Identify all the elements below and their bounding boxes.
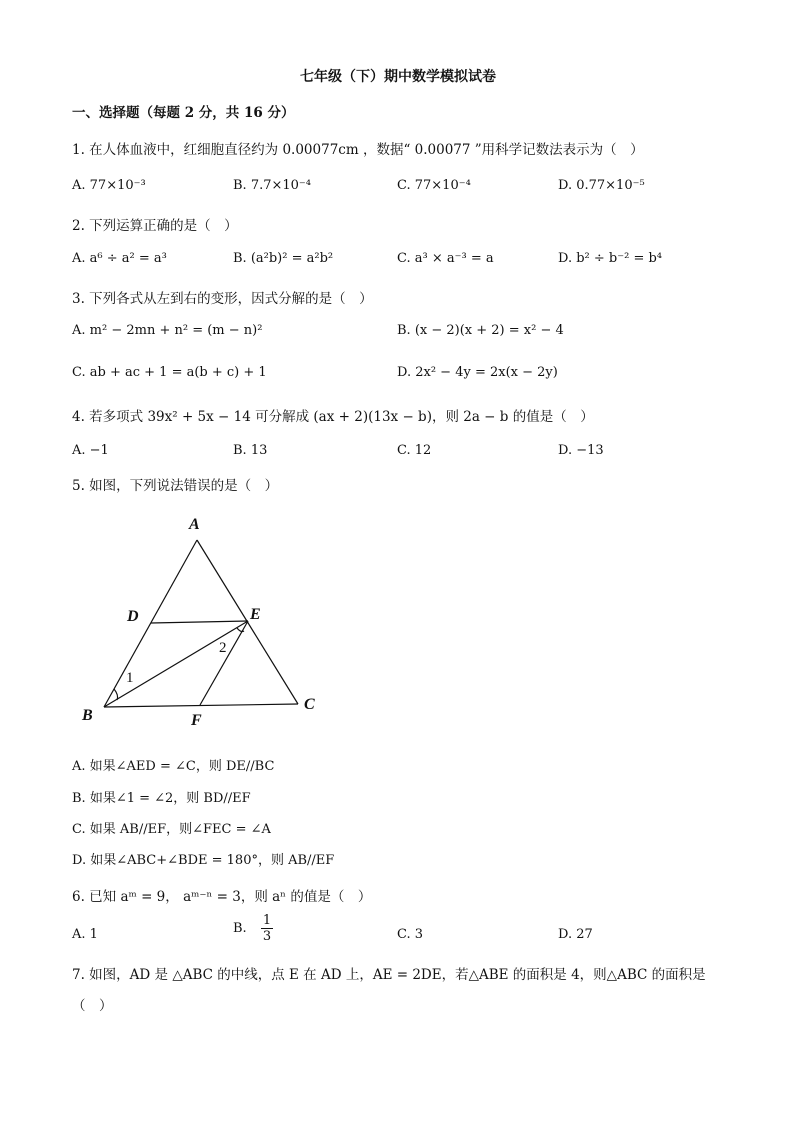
question-7-stem-continued: （ ）: [72, 998, 113, 1014]
q4-option-c[interactable]: C. 12: [397, 443, 432, 458]
segment-ab: [104, 540, 197, 707]
q2-option-b[interactable]: B. (a²b)² = a²b²: [233, 251, 334, 266]
q4-option-b[interactable]: B. 13: [233, 443, 268, 458]
geometry-figure: [70, 505, 340, 735]
question-4-stem: 4. 若多项式 39x² + 5x − 14 可分解成 (ax + 2)(13x − b)，则 2a − b 的值是（ ）: [72, 409, 594, 425]
q5-option-c[interactable]: C. 如果 AB//EF，则∠FEC = ∠A: [72, 822, 271, 837]
q5-option-a[interactable]: A. 如果∠AED = ∠C，则 DE//BC: [72, 759, 275, 774]
label-a: A: [189, 516, 200, 533]
q3-option-d[interactable]: D. 2x² − 4y = 2x(x − 2y): [397, 365, 558, 380]
q2-option-a[interactable]: A. a⁶ ÷ a² = a³: [72, 251, 167, 266]
segment-ef: [200, 621, 248, 705]
q1-option-b[interactable]: B. 7.7×10⁻⁴: [233, 178, 311, 193]
q6-option-b-label: B.: [233, 921, 247, 936]
question-7-stem: 7. 如图，AD 是 △ABC 的中线，点 E 在 AD 上，AE = 2DE，若△ABE 的面积是 4，则△ABC 的面积是: [72, 967, 706, 983]
label-angle-2: 2: [219, 640, 227, 656]
q1-option-d[interactable]: D. 0.77×10⁻⁵: [558, 178, 645, 193]
label-e: E: [250, 606, 261, 623]
fraction-denominator: 3: [262, 929, 272, 944]
q5-option-d[interactable]: D. 如果∠ABC+∠BDE = 180°，则 AB//EF: [72, 853, 335, 868]
q2-option-d[interactable]: D. b² ÷ b⁻² = b⁴: [558, 251, 662, 266]
q3-option-a[interactable]: A. m² − 2mn + n² = (m − n)²: [72, 323, 263, 338]
label-f: F: [191, 712, 202, 729]
q3-option-c[interactable]: C. ab + ac + 1 = a(b + c) + 1: [72, 365, 267, 380]
question-3-stem: 3. 下列各式从左到右的变形，因式分解的是（ ）: [72, 291, 373, 307]
question-2-stem: 2. 下列运算正确的是（ ）: [72, 218, 238, 234]
q4-option-a[interactable]: A. −1: [72, 443, 109, 458]
q6-option-d[interactable]: D. 27: [558, 927, 593, 942]
q5-option-b[interactable]: B. 如果∠1 = ∠2，则 BD//EF: [72, 791, 251, 806]
q4-option-d[interactable]: D. −13: [558, 443, 604, 458]
label-d: D: [127, 608, 139, 625]
segment-de: [151, 621, 248, 623]
segment-be: [104, 621, 248, 707]
q2-option-c[interactable]: C. a³ × a⁻³ = a: [397, 251, 494, 266]
page-title: 七年级（下）期中数学模拟试卷: [300, 69, 496, 85]
section-heading: 一、选择题（每题 2 分，共 16 分）: [72, 105, 295, 121]
q6-option-b[interactable]: [233, 913, 273, 944]
label-angle-1: 1: [126, 670, 134, 686]
fraction-one-third: [261, 913, 273, 944]
question-5-stem: 5. 如图，下列说法错误的是（ ）: [72, 478, 279, 494]
q6-option-a[interactable]: A. 1: [72, 927, 98, 942]
question-1-stem: 1. 在人体血液中，红细胞直径约为 0.00077cm ，数据“ 0.00077 ”用科学记数法表示为（ ）: [72, 142, 644, 158]
q6-option-c[interactable]: C. 3: [397, 927, 424, 942]
fraction-numerator: 1: [262, 913, 272, 928]
angle-1-arc: [114, 689, 118, 700]
q3-option-b[interactable]: B. (x − 2)(x + 2) = x² − 4: [397, 323, 564, 338]
label-b: B: [82, 707, 93, 724]
label-c: C: [304, 696, 315, 713]
question-6-stem: 6. 已知 aᵐ = 9， aᵐ⁻ⁿ = 3，则 aⁿ 的值是（ ）: [72, 889, 372, 905]
q1-option-c[interactable]: C. 77×10⁻⁴: [397, 178, 471, 193]
q1-option-a[interactable]: A. 77×10⁻³: [72, 178, 146, 193]
